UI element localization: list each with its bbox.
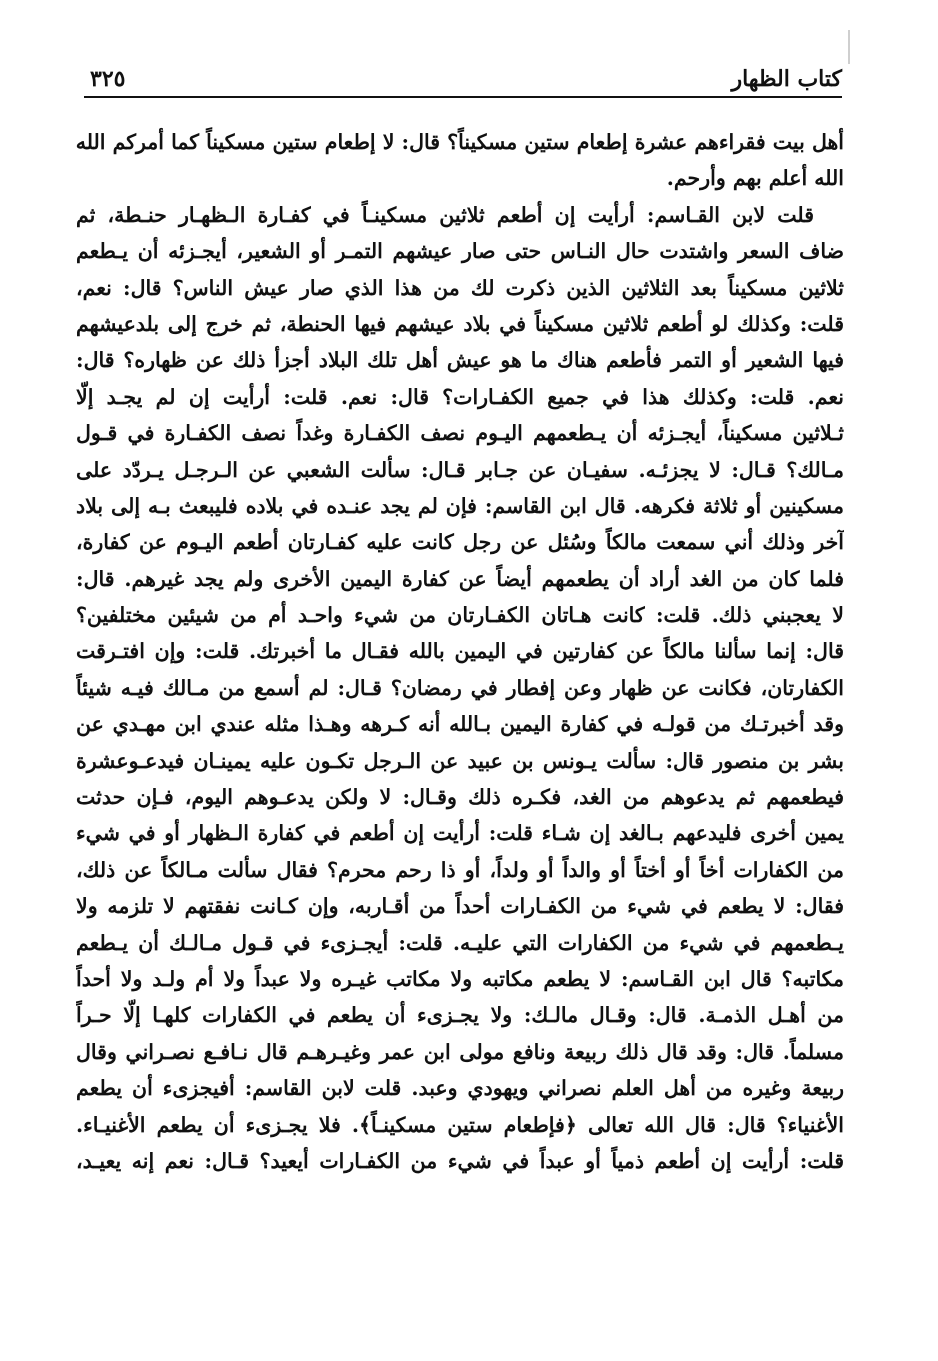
text-line: ربيعة وغيره من أهل العلم نصراني ويهودي وعبد. قلت لابن القاسم: أفيجزىء أن يطعم: [76, 1076, 844, 1101]
text-line: فلما كان من الغد أراد أن يطعمهم أيضاً عن كفارة اليمين الأخرى ولم يجد غيرهم. قال:: [76, 566, 844, 591]
text-line: نعم. قلت: وكذلك هذا في جميع الكفـارات؟ قال: نعم. قلت: أرأيت إن لم يجـد إلّا: [76, 384, 844, 409]
text-line: مسكينين أو ثلاثة فكرهه. قال ابن القاسم: فإن لم يجد عنـده في بلاده فليبعث بـه إلى بلاد: [76, 493, 844, 518]
page-number: ٣٢٥: [90, 66, 126, 92]
text-line: بشر بن منصور قال: سألت يـونس بن عبيد عن الـرجل تكـون عليه يمينـان فيدعـوعشرة: [76, 748, 844, 773]
text-line: ثـلاثين مسكيناً، أيجـزئه أن يـطعمهم اليـوم نصف الكفـارة وغداً نصف الكفـارة في قـول: [76, 421, 844, 446]
text-line: ضاف السعر واشتدت حال النـاس حتى صار عيشهم التمـر أو الشعير، أيجـزئه أن يـطعم: [76, 239, 844, 264]
body-text: [76, 124, 844, 1179]
text-line: آخر وذلك أني سمعت مالكاً وسُئل عن رجل كانت عليه كفـارتان أطعم اليـوم عن كفارة،: [76, 530, 844, 555]
text-line: مـالك؟ قـال: لا يجزئـه. سفيـان عن جـابر قـال: سألت الشعبي عن الـرجـل يـردّد على: [76, 457, 844, 482]
text-line: من أهـل الذمـة. قال: وقـال مالـك: ولا يجـزىء أن يطعم في الكفارات كلهـا إلّا حـراً: [76, 1003, 844, 1028]
text-line: يمين أخرى فليدعهم بـالغد إن شـاء قلت: أرأيت إن أطعم في كفارة الـظهار أو في شيء: [76, 821, 844, 846]
text-line: أهل بيت فقراءهم عشرة إطعام ستين مسكيناً؟ قال: لا إطعام ستين مسكيناً كما أمركم الله: [76, 130, 844, 154]
text-line: مسلماً. قال: وقد قال ذلك ربيعة ونافع مولى ابن عمر وغيـرهـم قال نـافـع نصـراني وقال: [76, 1039, 844, 1064]
text-line: ثلاثين مسكيناً بعد الثلاثين الذين ذكرت لك من هذا الذي صار عيش الناس؟ قال: نعم،: [76, 275, 844, 300]
text-line: يـطعمهم في شيء من الكفارات التي عليـه. قلت: أيجـزىء في قـول مـالـك أن يـطعم: [76, 930, 844, 955]
text-line: قلت لابن القـاسم: أرأيت إن أطعم ثلاثين مسكينـاً في كفـارة الـظهـار حنـطة، ثم: [76, 202, 814, 227]
text-line: الكفارتان، فكانت عن ظهار وعن إفطار في رمضان؟ قـال: لم أسمع من مـالك فيـه شيئاً: [76, 675, 844, 700]
page-header: [84, 62, 842, 98]
text-line: قال: إنما سألنا مالكاً عن كفارتين في اليمين بالله فقـال ما أخبرتك. قلت: وإن افتـرقت: [76, 639, 844, 664]
text-line: الأغنياء؟ قال: قال الله تعالى ﴿فإطعام ستين مسكينـاً﴾. فلا يجـزىء أن يطعم الأغنيـاء.: [76, 1112, 844, 1137]
text-line: مكاتبه؟ قال ابن القـاسم: لا يطعم مكاتبه ولا مكاتب غيـره ولا عبداً ولا أم ولـد ولا أحداً: [76, 966, 844, 991]
text-line: فيطعمهم ثم يدعوهم من الغد، فكـره ذلك وقـال: لا ولكن يدعـوهم اليوم، فـإن حدثت: [76, 785, 844, 810]
margin-scan-mark: [848, 30, 850, 64]
text-line: لا يعجبني ذلك. قلت: كانت هـاتان الكفـارتان من شيء واحـد أم من شيئين مختلفين؟: [76, 603, 844, 628]
text-line: الله أعلم بهم وأرحم.: [666, 166, 844, 191]
text-line: فقال: لا يطعم في شيء من الكفـارات أحداً من أقـاربه، وإن كـانت نفقتهم لا تلزمه ولا: [76, 894, 844, 919]
text-line: فيها الشعير أو التمر فأطعم هناك ما هو عيش أهل تلك البلاد أجزأ ذلك عن ظهاره؟ قال:: [76, 348, 844, 373]
text-line: قلت: أرأيت إن أطعم ذمياً أو عبداً في شيء من الكفـارات أيعيد؟ قـال: نعم إنه يعيـد،: [76, 1148, 844, 1173]
text-line: من الكفارات أخاً أو أختاً أو والداً أو ولداً، أو ذا رحم محرم؟ فقال سألت مـالكاً عن ذلك،: [76, 857, 844, 882]
text-line: وقد أخبرتـك من قولـه في كفارة اليمين بـالله أنه كـرهه وهـذا مثله عندي ابن مهـدي عن: [76, 712, 844, 737]
text-line: قلت: وكذلك لو أطعم ثلاثين مسكيناً في بلاد عيشهم فيها الحنطة، ثم خرج إلى بلدعيشهم: [76, 311, 844, 336]
running-title: كتاب الظهار: [731, 66, 842, 92]
